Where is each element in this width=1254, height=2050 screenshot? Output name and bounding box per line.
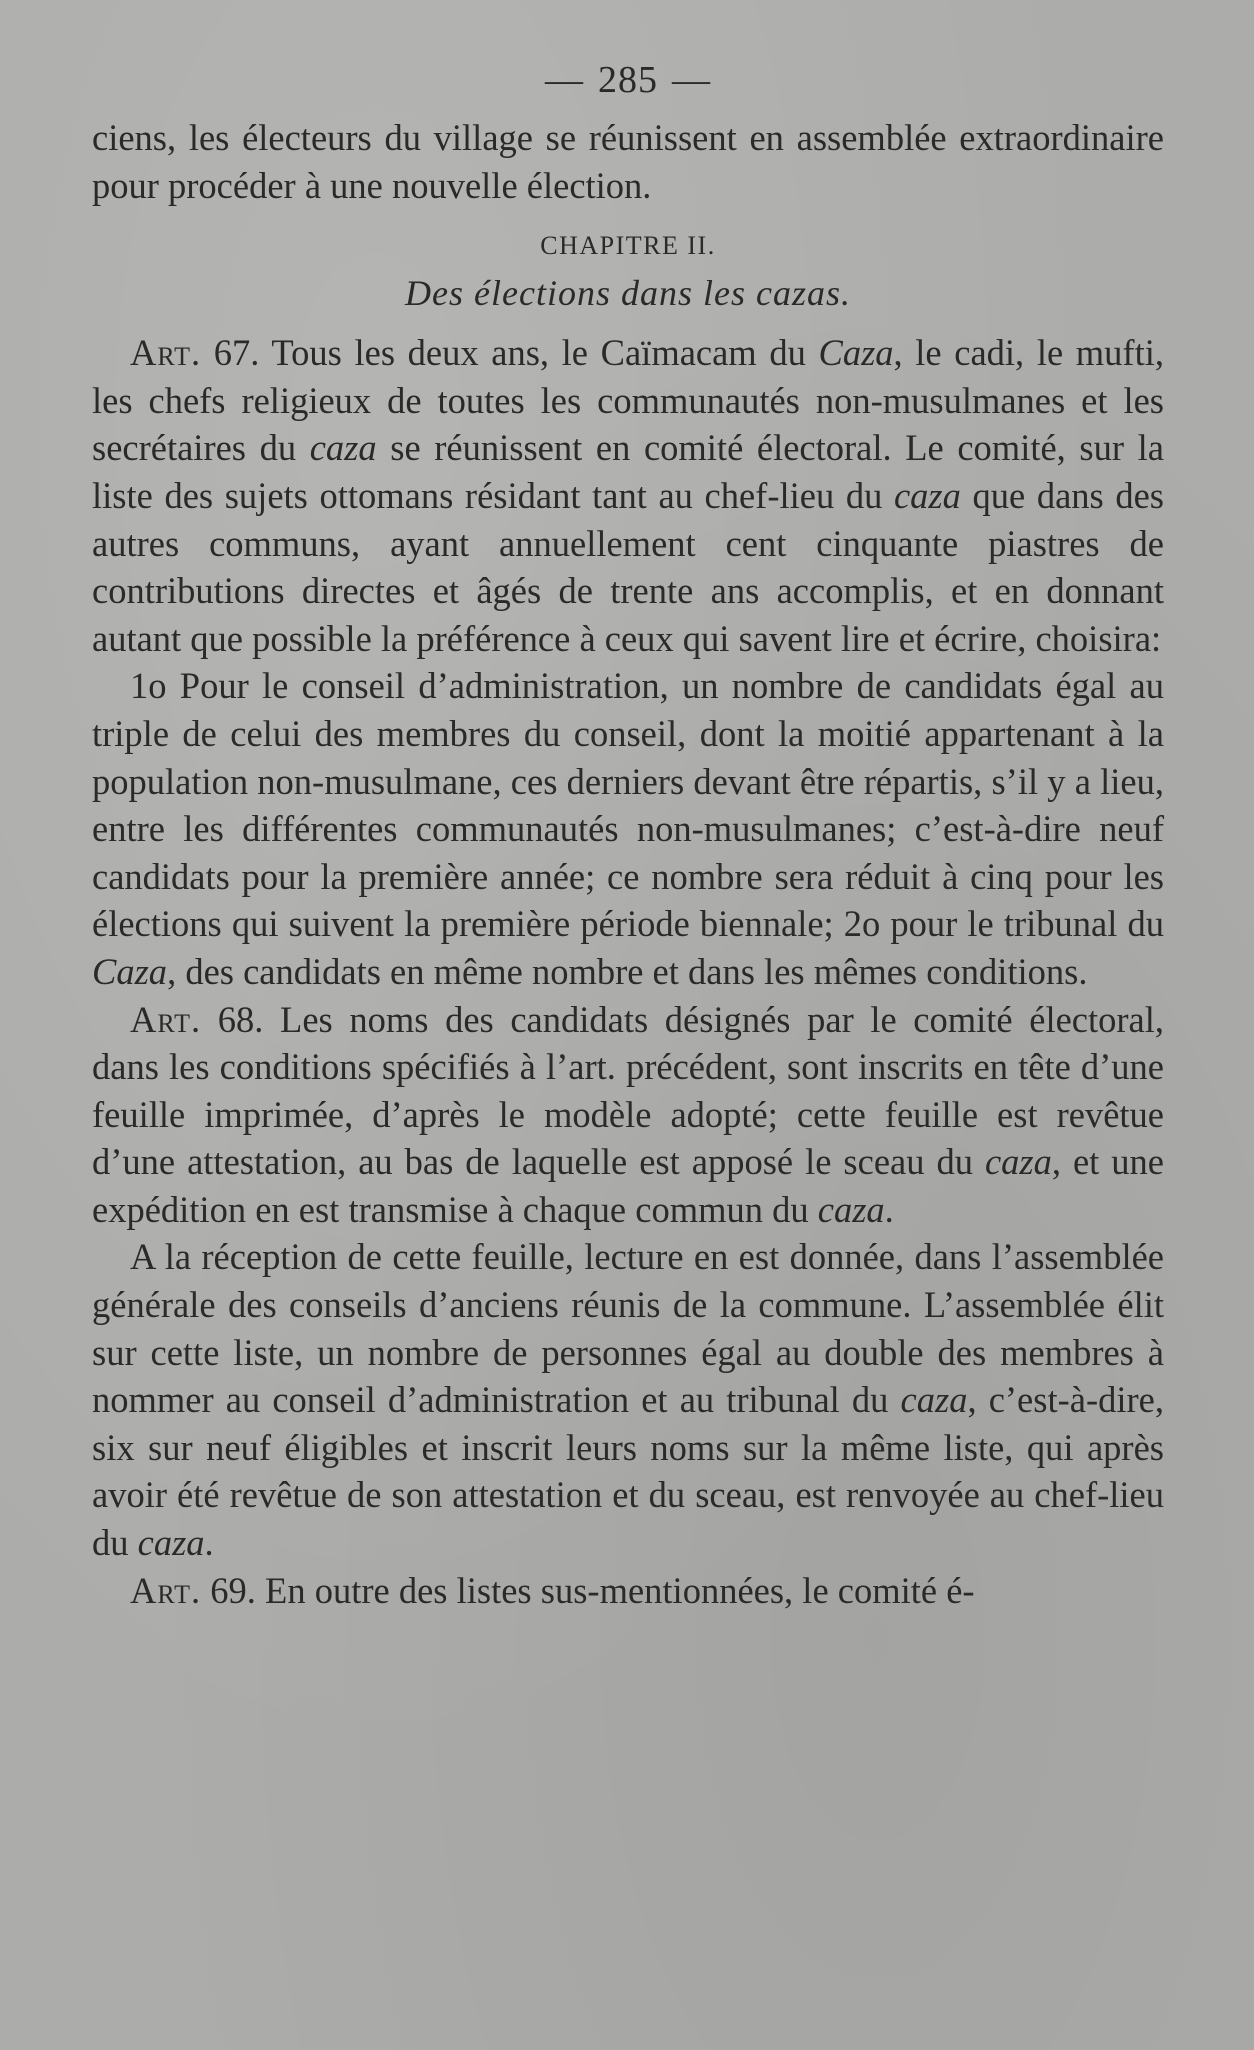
- article-label: Art.: [130, 1569, 202, 1611]
- article-68-text-1: Les noms des candidats désignés par le comité électoral, dans les conditions spécifiés à l’art. précédent, sont inscrits en tête d’une feuille imprimée, d’après le modèle adopté; cette feuille est revêtue d’une attestation, au bas de laquelle est apposé le sceau du: [92, 998, 1165, 1183]
- article-69-text-1: En outre des listes sus-mentionnées, le comité é-: [255, 1569, 975, 1611]
- article-67-text-1: Tous les deux ans, le Caïmacam du: [259, 332, 819, 374]
- chapter-title: Des élections dans les cazas.: [405, 273, 851, 314]
- header-dash-right: —: [672, 59, 711, 101]
- continuation-paragraph: ciens, les électeurs du village se réunissent en assemblée extraordinaire pour procéder à une nouvelle élection.: [92, 117, 1164, 206]
- article-68-text-2: , et une expédition en est transmise à chaque commun du: [92, 1141, 1164, 1230]
- article-number: 67.: [213, 332, 260, 374]
- point-1-paragraph: [92, 662, 1164, 995]
- article-67-italic-1: Caza: [818, 332, 894, 374]
- article-number: 68.: [217, 998, 264, 1040]
- reception-text-1: A la réception de cette feuille, lecture en est donnée, dans l’assemblée générale des conseils d’anciens réunis de la commune. L’assemblée élit sur cette liste, un nombre de personnes égal au double des membres à nommer au conseil d’administration et au tribunal du: [92, 1236, 1164, 1421]
- article-68-italic-1: caza: [984, 1141, 1052, 1183]
- article-69: [92, 1567, 1164, 1615]
- article-68-text-3: .: [884, 1188, 894, 1230]
- article-label: Art.: [130, 998, 202, 1040]
- reception-italic-2: caza: [137, 1522, 205, 1564]
- article-68: [92, 996, 1164, 1234]
- point-1-text-1: 1o Pour le conseil d’administration, un nombre de candidats égal au triple de celui des membres du conseil, dont la moitié appartenant à la population non-musulmane, ces derniers devant être répartis, s’il y a lieu, entre les différentes communautés non-musulmanes; c’est-à-dire neuf candidats pour la première année; ce nombre sera réduit à cinq pour les élections qui suivent la première période biennale; 2o pour le tribunal du: [92, 665, 1164, 945]
- reception-paragraph: [92, 1233, 1164, 1566]
- article-67-text-3: se réunissent en comité électoral. Le comité, sur la liste des sujets ottomans résidant tant au chef-lieu du: [92, 427, 1164, 516]
- article-68-italic-2: caza: [817, 1188, 885, 1230]
- reception-text-2: , c’est-à-dire, six sur neuf éligibles et inscrit leurs noms sur la même liste, qui après avoir été revêtue de son attestation et du sceau, est renvoyée au chef-lieu du: [92, 1379, 1164, 1564]
- article-67: [92, 329, 1164, 662]
- article-67-text-2: , le cadi, le mufti, les chefs religieux de toutes les communautés non-musulmanes et les secrétaires du: [92, 332, 1164, 469]
- article-label: Art.: [130, 332, 202, 374]
- page-header: [92, 58, 1164, 108]
- header-dash-left: —: [545, 59, 584, 101]
- page-number: 285: [598, 59, 658, 101]
- article-67-italic-3: caza: [893, 474, 961, 516]
- article-67-text-4: que dans des autres communs, ayant annuellement cent cinquante piastres de contributions directes et âgés de trente ans accomplis, et en donnant autant que possible la préférence à ceux qui savent lire et écrire, choisira:: [92, 474, 1164, 659]
- point-1-text-2: , des candidats en même nombre et dans les mêmes conditions.: [167, 950, 1088, 992]
- chapter-heading: CHAPITRE II.: [540, 231, 716, 261]
- body-text: [92, 114, 1164, 1614]
- point-1-italic-1: Caza: [92, 950, 168, 992]
- reception-text-3: .: [204, 1522, 214, 1564]
- reception-italic-1: caza: [900, 1379, 968, 1421]
- article-67-italic-2: caza: [309, 427, 377, 469]
- article-number: 69.: [210, 1569, 256, 1611]
